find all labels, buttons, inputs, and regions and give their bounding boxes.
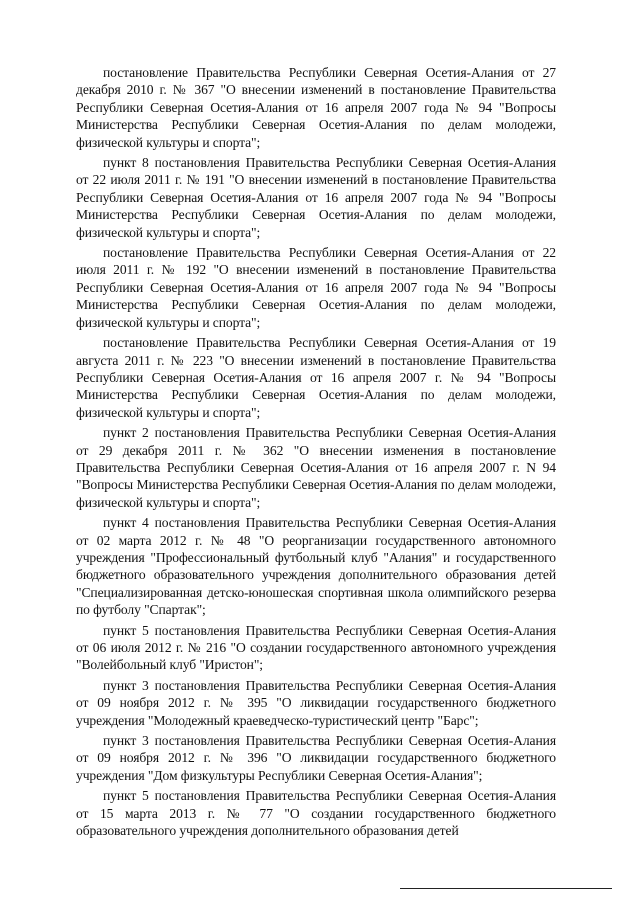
paragraph-2: пункт 8 постановления Правительства Республики Северная Осетия-Алания от 22 июля 2011 г. № 191 "О внесении изменений в постановление Правительства Республики Северная Осетия-Алания от 16 апреля 2007 года № 94 "Вопросы Министерства Республики Северная Осетия-Алания по делам молодежи, физической культуры и спорта";	[76, 155, 556, 240]
paragraph-6: пункт 4 постановления Правительства Республики Северная Осетия-Алания от 02 марта 2012 г. № 48 "О реорганизации государственного автономного учреждения "Профессиональный футбольный клуб "Алания" и государственного бюджетного образовательного учреждения дополнительного образования детей "Специализированная детско-юношеская спортивная школа олимпийского резерва по футболу "Спартак";	[76, 515, 556, 618]
paragraph-9: пункт 3 постановления Правительства Республики Северная Осетия-Алания от 09 ноября 2012 г. № 396 "О ликвидации государственного бюджетного учреждения "Дом физкультуры Республики Северная Осетия-Алания";	[76, 733, 556, 783]
document-body	[76, 64, 556, 842]
footer-divider	[400, 888, 612, 889]
paragraph-7: пункт 5 постановления Правительства Республики Северная Осетия-Алания от 06 июля 2012 г. № 216 "О создании государственного автономного учреждения "Волейбольный клуб "Иристон";	[76, 622, 556, 673]
paragraph-5: пункт 2 постановления Правительства Республики Северная Осетия-Алания от 29 декабря 2011 г. № 362 "О внесении изменения в постановление Правительства Республики Северная Осетия-Алания от 16 апреля 2007 г. N 94 "Вопросы Министерства Республики Северная Осетия-Алания по делам молодежи, физической культуры и спорта";	[76, 425, 556, 510]
paragraph-10: пункт 5 постановления Правительства Республики Северная Осетия-Алания от 15 марта 2013 г. № 77 "О создании государственного бюджетного образовательного учреждения дополнительного образования детей	[76, 788, 556, 839]
paragraph-1: постановление Правительства Республики Северная Осетия-Алания от 27 декабря 2010 г. № 367 "О внесении изменений в постановление Правительства Республики Северная Осетия-Алания от 16 апреля 2007 года № 94 "Вопросы Министерства Республики Северная Осетия-Алания по делам молодежи, физической культуры и спорта";	[76, 65, 556, 150]
paragraph-8: пункт 3 постановления Правительства Республики Северная Осетия-Алания от 09 ноября 2012 г. № 395 "О ликвидации государственного бюджетного учреждения "Молодежный краеведческо-туристический центр "Барс";	[76, 677, 556, 728]
paragraph-4: постановление Правительства Республики Северная Осетия-Алания от 19 августа 2011 г. № 223 "О внесении изменений в постановление Правительства Республики Северная Осетия-Алания от 16 апреля 2007 г. № 94 "Вопросы Министерства Республики Северная Осетия-Алания по делам молодежи, физической культуры и спорта";	[76, 335, 556, 420]
paragraph-3: постановление Правительства Республики Северная Осетия-Алания от 22 июля 2011 г. № 192 "О внесении изменений в постановление Правительства Республики Северная Осетия-Алания от 16 апреля 2007 года № 94 "Вопросы Министерства Республики Северная Осетия-Алания по делам молодежи, физической культуры и спорта";	[76, 245, 556, 330]
